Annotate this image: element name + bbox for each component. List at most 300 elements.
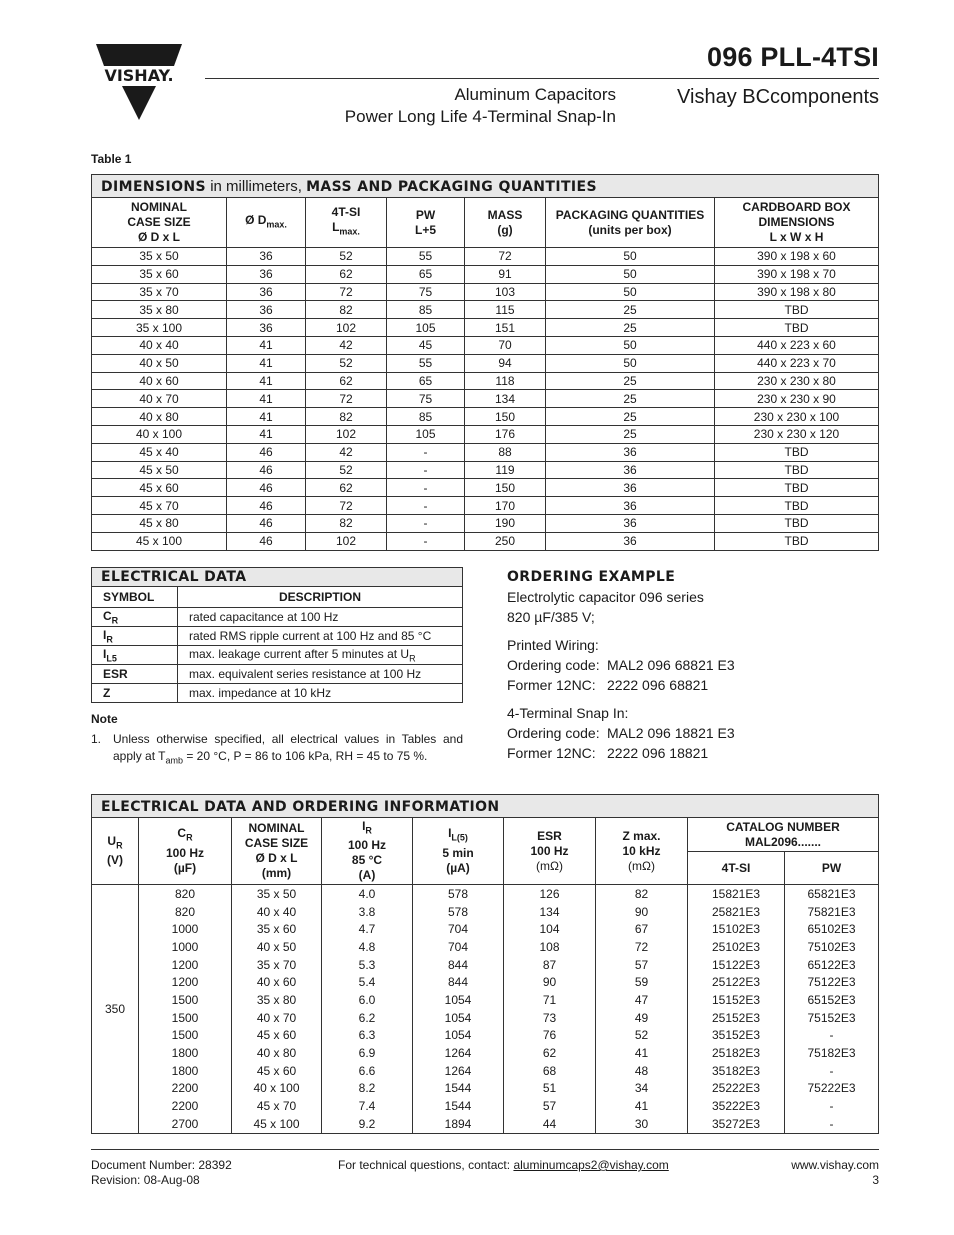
table-row	[92, 354, 879, 372]
table-cell: TBD	[715, 479, 879, 497]
subtitle-line-2: Power Long Life 4-Terminal Snap-In	[344, 107, 616, 126]
table-row	[92, 283, 879, 301]
table-row	[92, 1062, 879, 1080]
table-cell: 72	[306, 390, 387, 408]
table-cell: 82	[306, 301, 387, 319]
electrical-data-table	[91, 567, 463, 703]
table-cell: 46	[227, 443, 306, 461]
table-cell: 30	[596, 1115, 688, 1133]
table-cell: 45 x 100	[92, 532, 227, 550]
table-cell: 48	[596, 1062, 688, 1080]
table-cell: -	[387, 497, 465, 515]
table-cell: 94	[465, 354, 546, 372]
symbol-cell: $I_R$	[92, 627, 178, 646]
table-cell: 36	[546, 479, 715, 497]
description-cell: rated capacitance at 100 Hz	[178, 608, 463, 627]
table-cell: -	[785, 1115, 879, 1133]
table-cell: 41	[227, 390, 306, 408]
table-cell: 25102E3	[688, 938, 785, 956]
table-cell: 176	[465, 425, 546, 443]
table-row	[92, 532, 879, 550]
voltage-cell: 350	[92, 885, 139, 1134]
table-cell: 36	[546, 497, 715, 515]
table-cell: 59	[596, 973, 688, 991]
table-cell: 72	[306, 283, 387, 301]
electrical-data-title: ELECTRICAL DATA	[92, 568, 463, 587]
table-cell: 15821E3	[688, 885, 785, 903]
table-cell: 6.0	[322, 991, 413, 1009]
table-cell: 820	[139, 903, 232, 921]
table-cell: 87	[504, 956, 596, 974]
table-row	[92, 665, 463, 684]
table-cell: 76	[504, 1027, 596, 1045]
table-cell: 50	[546, 336, 715, 354]
table-cell: 36	[546, 443, 715, 461]
table-cell: -	[785, 1097, 879, 1115]
table-cell: 4.7	[322, 920, 413, 938]
table-cell: 126	[504, 885, 596, 903]
table-row	[92, 1097, 879, 1115]
table-cell: 440 x 223 x 60	[715, 336, 879, 354]
table-cell: 36	[546, 461, 715, 479]
description-cell: max. equivalent series resistance at 100 Hz	[178, 665, 463, 684]
table-cell: 65821E3	[785, 885, 879, 903]
table-cell: 65	[387, 372, 465, 390]
vishay-logo	[94, 44, 184, 120]
table-cell: 3.8	[322, 903, 413, 921]
table-cell: 41	[227, 425, 306, 443]
table-cell: 250	[465, 532, 546, 550]
ordering-line-1: Electrolytic capacitor 096 series	[507, 589, 704, 605]
table-cell: 50	[546, 354, 715, 372]
table-cell: 40 x 80	[232, 1044, 322, 1062]
revision: Revision: 08-Aug-08	[91, 1173, 200, 1187]
table-cell: 52	[306, 354, 387, 372]
table-cell: 72	[306, 497, 387, 515]
subtitle-line-1: Aluminum Capacitors	[454, 85, 616, 104]
table-row	[92, 265, 879, 283]
table-cell: 45 x 50	[92, 461, 227, 479]
table-cell: 5.4	[322, 973, 413, 991]
table-cell: 1054	[413, 991, 504, 1009]
table-cell: 150	[465, 479, 546, 497]
table-row	[92, 1027, 879, 1045]
table-cell: 41	[227, 372, 306, 390]
table-cell: 1200	[139, 973, 232, 991]
table-cell: TBD	[715, 497, 879, 515]
table-cell: TBD	[715, 514, 879, 532]
table-cell: 230 x 230 x 120	[715, 425, 879, 443]
table-cell: 36	[227, 265, 306, 283]
table-cell: 65152E3	[785, 991, 879, 1009]
brand-name: Vishay BCcomponents	[677, 86, 879, 108]
table-cell: 75152E3	[785, 1009, 879, 1027]
symbol-cell: $C_R$	[92, 608, 178, 627]
table-cell: 62	[504, 1044, 596, 1062]
table-cell: 1264	[413, 1062, 504, 1080]
table-row	[92, 408, 879, 426]
table-cell: 115	[465, 301, 546, 319]
table-cell: 91	[465, 265, 546, 283]
table-cell: 42	[306, 336, 387, 354]
table-row	[92, 938, 879, 956]
ts-former-12nc: Former 12NC: 2222 096 18821	[507, 745, 709, 761]
table-cell: 40 x 50	[92, 354, 227, 372]
table-cell: 390 x 198 x 60	[715, 248, 879, 266]
table-cell: 40 x 40	[92, 336, 227, 354]
table-cell: 50	[546, 248, 715, 266]
ordering-example	[507, 567, 879, 763]
table-row	[92, 443, 879, 461]
table-cell: 7.4	[322, 1097, 413, 1115]
table-row	[92, 920, 879, 938]
table-row	[92, 479, 879, 497]
table-cell: 65102E3	[785, 920, 879, 938]
table-cell: 45 x 60	[232, 1027, 322, 1045]
description-cell: max. impedance at 10 kHz	[178, 684, 463, 703]
footer-site-info	[791, 1158, 879, 1188]
table-cell: 230 x 230 x 100	[715, 408, 879, 426]
table-row	[92, 497, 879, 515]
table-cell: 75122E3	[785, 973, 879, 991]
col-catalog-number: CATALOG NUMBER MAL2096.......	[688, 818, 879, 852]
table-cell: 102	[306, 532, 387, 550]
snap-in-heading: 4-Terminal Snap In:	[507, 705, 629, 721]
table-cell: -	[387, 532, 465, 550]
table-cell: 6.3	[322, 1027, 413, 1045]
table-cell: 578	[413, 885, 504, 903]
table-cell: 45 x 100	[232, 1115, 322, 1133]
table-cell: 230 x 230 x 90	[715, 390, 879, 408]
table-cell: 25222E3	[688, 1080, 785, 1098]
table-cell: 85	[387, 301, 465, 319]
table-cell: 40 x 70	[92, 390, 227, 408]
table-cell: 108	[504, 938, 596, 956]
symbol-cell: $I_{L5}$	[92, 646, 178, 665]
table-row	[92, 1009, 879, 1027]
table-row	[92, 319, 879, 337]
table-cell: 45 x 70	[232, 1097, 322, 1115]
table-cell: -	[387, 461, 465, 479]
table-cell: 57	[596, 956, 688, 974]
table-cell: 704	[413, 920, 504, 938]
table-cell: 62	[306, 372, 387, 390]
table-cell: 25	[546, 390, 715, 408]
table-cell: 105	[387, 319, 465, 337]
table-cell: 390 x 198 x 80	[715, 283, 879, 301]
table-cell: 34	[596, 1080, 688, 1098]
col-ir: $I_R$ 100 Hz 85 °C (A)	[322, 818, 413, 885]
table-cell: 36	[546, 514, 715, 532]
ordering-line-2: 820 µF/385 V;	[507, 609, 595, 625]
table-row	[92, 1044, 879, 1062]
table-cell: 35222E3	[688, 1097, 785, 1115]
table-cell: 1500	[139, 991, 232, 1009]
table-cell: 6.2	[322, 1009, 413, 1027]
table-cell: 35 x 70	[232, 956, 322, 974]
table-cell: 82	[596, 885, 688, 903]
table-cell: 170	[465, 497, 546, 515]
table-row	[92, 973, 879, 991]
table-cell: 1544	[413, 1097, 504, 1115]
col-case-size: NOMINAL CASE SIZE Ø D x L	[92, 198, 227, 248]
table-row	[92, 646, 463, 665]
table-cell: 25	[546, 301, 715, 319]
table-cell: 40 x 60	[92, 372, 227, 390]
table-cell: TBD	[715, 443, 879, 461]
table-cell: 35 x 50	[232, 885, 322, 903]
table-cell: 72	[596, 938, 688, 956]
table-cell: 47	[596, 991, 688, 1009]
table-cell: 36	[227, 248, 306, 266]
table-cell: 35182E3	[688, 1062, 785, 1080]
table-cell: 88	[465, 443, 546, 461]
table-cell: 1054	[413, 1027, 504, 1045]
table-cell: 25182E3	[688, 1044, 785, 1062]
table-cell: 45	[387, 336, 465, 354]
table-cell: 82	[306, 514, 387, 532]
table-cell: 25821E3	[688, 903, 785, 921]
table-cell: 50	[546, 265, 715, 283]
table-cell: 1054	[413, 1009, 504, 1027]
col-packaging-quantities: PACKAGING QUANTITIES (units per box)	[546, 198, 715, 248]
table-cell: 36	[546, 532, 715, 550]
table-cell: 75222E3	[785, 1080, 879, 1098]
table-cell: 65122E3	[785, 956, 879, 974]
website-link[interactable]: www.vishay.com	[791, 1158, 879, 1172]
table-cell: 40 x 100	[232, 1080, 322, 1098]
table-cell: 9.2	[322, 1115, 413, 1133]
table-cell: 90	[596, 903, 688, 921]
table-cell: 40 x 40	[232, 903, 322, 921]
table-cell: 41	[596, 1044, 688, 1062]
table-cell: 51	[504, 1080, 596, 1098]
table-cell: 42	[306, 443, 387, 461]
table-row	[92, 885, 879, 903]
table-cell: 52	[306, 248, 387, 266]
table-cell: 440 x 223 x 70	[715, 354, 879, 372]
table-cell: 82	[306, 408, 387, 426]
table-row	[92, 248, 879, 266]
note-title: Note	[91, 712, 118, 726]
col-cat-pw: PW	[785, 852, 879, 885]
table-cell: TBD	[715, 319, 879, 337]
table-cell: 35 x 50	[92, 248, 227, 266]
table-row	[92, 1080, 879, 1098]
table-cell: 35 x 80	[92, 301, 227, 319]
table-cell: 44	[504, 1115, 596, 1133]
table1-label: Table 1	[91, 152, 132, 166]
page-number: 3	[872, 1173, 879, 1187]
table-cell: 36	[227, 301, 306, 319]
footer-document-info	[91, 1158, 232, 1188]
table-cell: 1800	[139, 1044, 232, 1062]
table-cell: 75182E3	[785, 1044, 879, 1062]
table-cell: 46	[227, 497, 306, 515]
document-title: 096 PLL-4TSI	[707, 42, 879, 72]
table-cell: 75821E3	[785, 903, 879, 921]
table-cell: 1264	[413, 1044, 504, 1062]
table-row	[92, 956, 879, 974]
col-case: NOMINAL CASE SIZE Ø D x L (mm)	[232, 818, 322, 885]
printed-wiring-heading: Printed Wiring:	[507, 637, 599, 653]
table-cell: 52	[306, 461, 387, 479]
table-cell: 150	[465, 408, 546, 426]
symbol-cell: Z	[92, 684, 178, 703]
table-cell: 62	[306, 479, 387, 497]
table-row	[92, 514, 879, 532]
table-row	[92, 461, 879, 479]
table-cell: 35 x 80	[232, 991, 322, 1009]
table-cell: 35 x 60	[232, 920, 322, 938]
table-cell: 1000	[139, 920, 232, 938]
table-cell: 46	[227, 514, 306, 532]
ordering-example-title: ORDERING EXAMPLE	[507, 569, 676, 585]
col-il: $I_{L(5)}$ 5 min (µA)	[413, 818, 504, 885]
table-cell: 67	[596, 920, 688, 938]
table-row	[92, 425, 879, 443]
table-cell: 46	[227, 532, 306, 550]
table-cell: TBD	[715, 532, 879, 550]
table-cell: 45 x 80	[92, 514, 227, 532]
table-cell: 36	[227, 283, 306, 301]
table-cell: 15122E3	[688, 956, 785, 974]
table-cell: 25152E3	[688, 1009, 785, 1027]
description-cell: max. leakage current after 5 minutes at $U_R$	[178, 646, 463, 665]
table-cell: 41	[227, 354, 306, 372]
table-row	[92, 336, 879, 354]
table-cell: 41	[596, 1097, 688, 1115]
table-cell: 40 x 60	[232, 973, 322, 991]
table-cell: 55	[387, 248, 465, 266]
table-cell: 8.2	[322, 1080, 413, 1098]
col-description: DESCRIPTION	[178, 587, 463, 608]
table-cell: 57	[504, 1097, 596, 1115]
table-cell: 90	[504, 973, 596, 991]
table-cell: 2700	[139, 1115, 232, 1133]
table-cell: 72	[465, 248, 546, 266]
ordering-info-title: ELECTRICAL DATA AND ORDERING INFORMATION	[92, 795, 879, 818]
product-subtitle	[300, 84, 616, 128]
table-cell: 35 x 70	[92, 283, 227, 301]
table-cell: 71	[504, 991, 596, 1009]
table-row	[92, 1115, 879, 1133]
col-mass: MASS (g)	[465, 198, 546, 248]
col-z: Z max. 10 kHz (mΩ)	[596, 818, 688, 885]
table-cell: 55	[387, 354, 465, 372]
table-cell: 6.6	[322, 1062, 413, 1080]
table-cell: 105	[387, 425, 465, 443]
header-rule	[205, 78, 879, 79]
pw-former-12nc: Former 12NC: 2222 096 68821	[507, 677, 709, 693]
logo-text: VISHAY.	[104, 66, 174, 85]
table-cell: 1894	[413, 1115, 504, 1133]
table-cell: 41	[227, 336, 306, 354]
table-cell: 6.9	[322, 1044, 413, 1062]
dimensions-table-title: DIMENSIONS in millimeters, MASS AND PACKAGING QUANTITIES	[92, 175, 879, 198]
contact-email-link[interactable]: aluminumcaps2@vishay.com	[513, 1158, 669, 1172]
table-cell: 40 x 80	[92, 408, 227, 426]
table-row	[92, 301, 879, 319]
table-cell: 45 x 40	[92, 443, 227, 461]
table-cell: 50	[546, 283, 715, 301]
table-row	[92, 372, 879, 390]
table-cell: 35272E3	[688, 1115, 785, 1133]
col-cat-4tsi: 4T-SI	[688, 852, 785, 885]
table-cell: 134	[504, 903, 596, 921]
col-cr: $C_R$ 100 Hz (µF)	[139, 818, 232, 885]
ts-ordering-code: Ordering code: MAL2 096 18821 E3	[507, 725, 735, 741]
table-cell: 15152E3	[688, 991, 785, 1009]
table-row	[92, 991, 879, 1009]
table-cell: 102	[306, 425, 387, 443]
table-row	[92, 608, 463, 627]
table-cell: 102	[306, 319, 387, 337]
table-cell: 844	[413, 973, 504, 991]
table-cell: 1000	[139, 938, 232, 956]
table-cell: 85	[387, 408, 465, 426]
table-cell: 46	[227, 479, 306, 497]
note-text: 1. Unless otherwise specified, all electrical values in Tables and apply at $T_{amb} = 20$ °C, P = 86 to 106 kPa, RH = 45 to 75 %.	[91, 732, 463, 766]
dimensions-table	[91, 174, 879, 551]
table-cell: 1500	[139, 1027, 232, 1045]
table-cell: 5.3	[322, 956, 413, 974]
table-cell: 2200	[139, 1080, 232, 1098]
table-cell: 230 x 230 x 80	[715, 372, 879, 390]
footer-rule	[91, 1149, 879, 1150]
table-cell: 40 x 100	[92, 425, 227, 443]
table-cell: 62	[306, 265, 387, 283]
table-cell: 75	[387, 283, 465, 301]
table-cell: 65	[387, 265, 465, 283]
table-cell: 190	[465, 514, 546, 532]
table-cell: 41	[227, 408, 306, 426]
col-pw-length: PW L+5	[387, 198, 465, 248]
table-cell: 104	[504, 920, 596, 938]
table-cell: 70	[465, 336, 546, 354]
table-cell: 45 x 70	[92, 497, 227, 515]
table-cell: 25	[546, 372, 715, 390]
table-cell: 25	[546, 425, 715, 443]
description-cell: rated RMS ripple current at 100 Hz and 85 °C	[178, 627, 463, 646]
table-cell: 151	[465, 319, 546, 337]
table-cell: 52	[596, 1027, 688, 1045]
table-cell: 35 x 60	[92, 265, 227, 283]
table-cell: 68	[504, 1062, 596, 1080]
table-cell: 49	[596, 1009, 688, 1027]
table-cell: TBD	[715, 301, 879, 319]
ordering-info-table	[91, 794, 879, 1134]
table-cell: TBD	[715, 461, 879, 479]
table-cell: 4.8	[322, 938, 413, 956]
table-cell: 103	[465, 283, 546, 301]
table-cell: 1544	[413, 1080, 504, 1098]
symbol-cell: ESR	[92, 665, 178, 684]
table-cell: -	[387, 514, 465, 532]
table-cell: 40 x 70	[232, 1009, 322, 1027]
table-cell: 119	[465, 461, 546, 479]
table-cell: 35152E3	[688, 1027, 785, 1045]
col-esr: ESR 100 Hz (mΩ)	[504, 818, 596, 885]
table-cell: 1500	[139, 1009, 232, 1027]
table-cell: -	[387, 443, 465, 461]
table-cell: 25	[546, 408, 715, 426]
table-cell: 15102E3	[688, 920, 785, 938]
table-cell: 75102E3	[785, 938, 879, 956]
table-cell: 46	[227, 461, 306, 479]
table-cell: 45 x 60	[92, 479, 227, 497]
table-cell: 35 x 100	[92, 319, 227, 337]
